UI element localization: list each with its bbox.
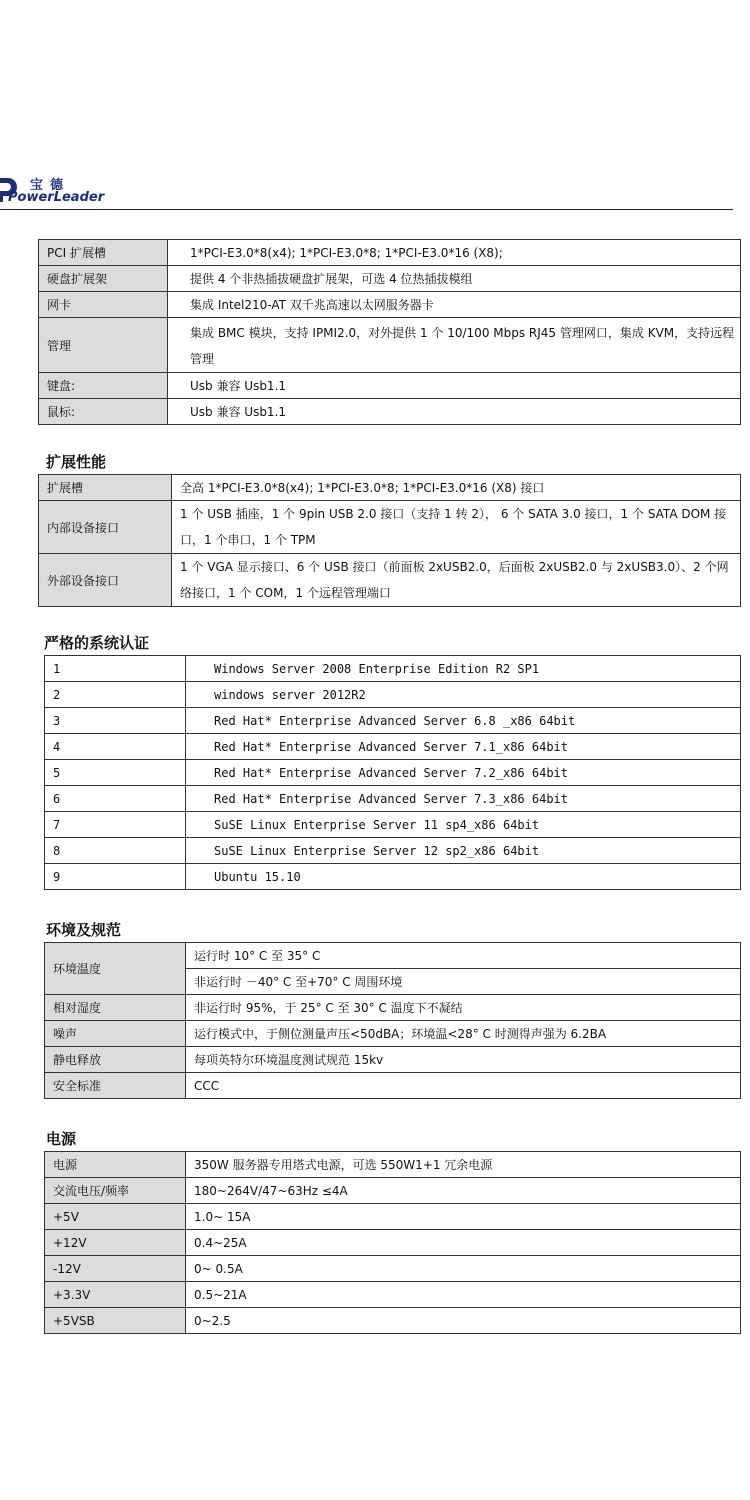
row-number: 6 — [45, 786, 186, 812]
row-label: 噪声 — [45, 1021, 186, 1047]
row-value: 0~ 0.5A — [186, 1256, 741, 1282]
table-row — [45, 995, 741, 1021]
table-row — [45, 1073, 741, 1099]
row-value: 350W 服务器专用塔式电源，可选 550W1+1 冗余电源 — [186, 1152, 741, 1178]
spec-table-environment — [44, 942, 741, 1099]
row-value: 0.5~21A — [186, 1282, 741, 1308]
row-value: 集成 Intel210-AT 双千兆高速以太网服务器卡 — [168, 292, 741, 318]
row-label: PCI 扩展槽 — [39, 240, 168, 266]
row-value: 1*PCI-E3.0*8(x4); 1*PCI-E3.0*8; 1*PCI-E3.0*16 (X8); — [168, 240, 741, 266]
row-label: 静电释放 — [45, 1047, 186, 1073]
row-value: Red Hat* Enterprise Advanced Server 7.1_x86 64bit — [186, 734, 741, 760]
brand-name-en: PowerLeader — [8, 190, 105, 205]
row-label: 相对湿度 — [45, 995, 186, 1021]
table-row — [45, 1047, 741, 1073]
table-row — [39, 240, 741, 266]
row-value: 1 个 USB 插座，1 个 9pin USB 2.0 接口（支持 1 转 2）， 6 个 SATA 3.0 接口，1 个 SATA DOM 接口，1 个串口，1 个 TPM — [172, 501, 741, 554]
row-label: +12V — [45, 1230, 186, 1256]
row-label: 外部设备接口 — [39, 554, 172, 607]
row-label: 鼠标: — [39, 399, 168, 425]
table-row — [45, 864, 741, 890]
table-row — [45, 1204, 741, 1230]
section-title-certification: 严格的系统认证 — [44, 634, 150, 652]
table-row — [45, 1178, 741, 1204]
row-value: Usb 兼容 Usb1.1 — [168, 373, 741, 399]
table-row — [45, 1256, 741, 1282]
table-row — [45, 734, 741, 760]
row-value: windows server 2012R2 — [186, 682, 741, 708]
row-number: 4 — [45, 734, 186, 760]
section-title-environment: 环境及规范 — [46, 921, 122, 939]
spec-table-power — [44, 1151, 741, 1334]
table-row — [39, 501, 741, 554]
row-label: 硬盘扩展架 — [39, 266, 168, 292]
table-row — [45, 812, 741, 838]
spec-table-io — [38, 239, 741, 425]
row-number: 1 — [45, 656, 186, 682]
row-value: 非运行时 －40° C 至+70° C 周围环境 — [186, 969, 741, 995]
table-row — [39, 266, 741, 292]
row-value: 180~264V/47~63Hz ≤4A — [186, 1178, 741, 1204]
row-number: 5 — [45, 760, 186, 786]
row-value: SuSE Linux Enterprise Server 12 sp2_x86 64bit — [186, 838, 741, 864]
row-value: Windows Server 2008 Enterprise Edition R2 SP1 — [186, 656, 741, 682]
row-value: 非运行时 95%，于 25° C 至 30° C 温度下不凝结 — [186, 995, 741, 1021]
spec-table-certification — [44, 655, 741, 890]
row-label: 环境温度 — [45, 943, 186, 995]
table-row — [45, 682, 741, 708]
row-label: -12V — [45, 1256, 186, 1282]
row-value: CCC — [186, 1073, 741, 1099]
row-value: 1 个 VGA 显示接口、6 个 USB 接口（前面板 2xUSB2.0，后面板 2xUSB2.0 与 2xUSB3.0）、2 个网络接口，1 个 COM，1 个远程管理端口 — [172, 554, 741, 607]
row-value: 每项英特尔环境温度测试规范 15kv — [186, 1047, 741, 1073]
row-label: +5VSB — [45, 1308, 186, 1334]
row-label: 交流电压/频率 — [45, 1178, 186, 1204]
table-row — [45, 1021, 741, 1047]
row-value: Red Hat* Enterprise Advanced Server 7.2_x86 64bit — [186, 760, 741, 786]
row-label: 内部设备接口 — [39, 501, 172, 554]
table-row — [45, 1282, 741, 1308]
row-value: Usb 兼容 Usb1.1 — [168, 399, 741, 425]
row-label: 管理 — [39, 318, 168, 373]
table-row — [45, 1152, 741, 1178]
row-label: +5V — [45, 1204, 186, 1230]
row-number: 3 — [45, 708, 186, 734]
table-row — [45, 786, 741, 812]
table-row — [45, 760, 741, 786]
row-label: +3.3V — [45, 1282, 186, 1308]
table-row — [39, 554, 741, 607]
row-label: 安全标准 — [45, 1073, 186, 1099]
row-value: 运行时 10° C 至 35° C — [186, 943, 741, 969]
row-value: 提供 4 个非热插拔硬盘扩展架，可选 4 位热插拔模组 — [168, 266, 741, 292]
table-row — [45, 943, 741, 969]
row-label: 电源 — [45, 1152, 186, 1178]
table-row — [45, 1230, 741, 1256]
row-value: 1.0~ 15A — [186, 1204, 741, 1230]
row-number: 8 — [45, 838, 186, 864]
row-value: 全高 1*PCI-E3.0*8(x4); 1*PCI-E3.0*8; 1*PCI-E3.0*16 (X8) 接口 — [172, 475, 741, 501]
table-row — [39, 475, 741, 501]
row-label: 网卡 — [39, 292, 168, 318]
table-row — [39, 292, 741, 318]
row-value: Red Hat* Enterprise Advanced Server 6.8 _x86 64bit — [186, 708, 741, 734]
table-row — [39, 373, 741, 399]
row-value: 0.4~25A — [186, 1230, 741, 1256]
section-title-expansion: 扩展性能 — [46, 453, 107, 471]
row-value: Ubuntu 15.10 — [186, 864, 741, 890]
row-value: Red Hat* Enterprise Advanced Server 7.3_x86 64bit — [186, 786, 741, 812]
table-row — [45, 656, 741, 682]
row-number: 2 — [45, 682, 186, 708]
table-row — [39, 318, 741, 373]
row-value: 0~2.5 — [186, 1308, 741, 1334]
row-value: 集成 BMC 模块，支持 IPMI2.0，对外提供 1 个 10/100 Mbps RJ45 管理网口，集成 KVM，支持远程管理 — [168, 318, 741, 373]
table-row — [45, 838, 741, 864]
row-label: 扩展槽 — [39, 475, 172, 501]
table-row — [39, 399, 741, 425]
table-row — [45, 1308, 741, 1334]
table-row — [45, 708, 741, 734]
brand-logo — [0, 172, 110, 212]
row-number: 9 — [45, 864, 186, 890]
brand-name-cn: 宝德 — [30, 178, 71, 193]
section-title-power: 电源 — [46, 1130, 77, 1148]
row-value: 运行模式中，于侧位测量声压<50dBA；环境温<28° C 时测得声强为 6.2BA — [186, 1021, 741, 1047]
row-value: SuSE Linux Enterprise Server 11 sp4_x86 64bit — [186, 812, 741, 838]
row-number: 7 — [45, 812, 186, 838]
spec-table-expansion — [38, 474, 741, 607]
row-label: 键盘: — [39, 373, 168, 399]
header-rule — [0, 209, 733, 210]
